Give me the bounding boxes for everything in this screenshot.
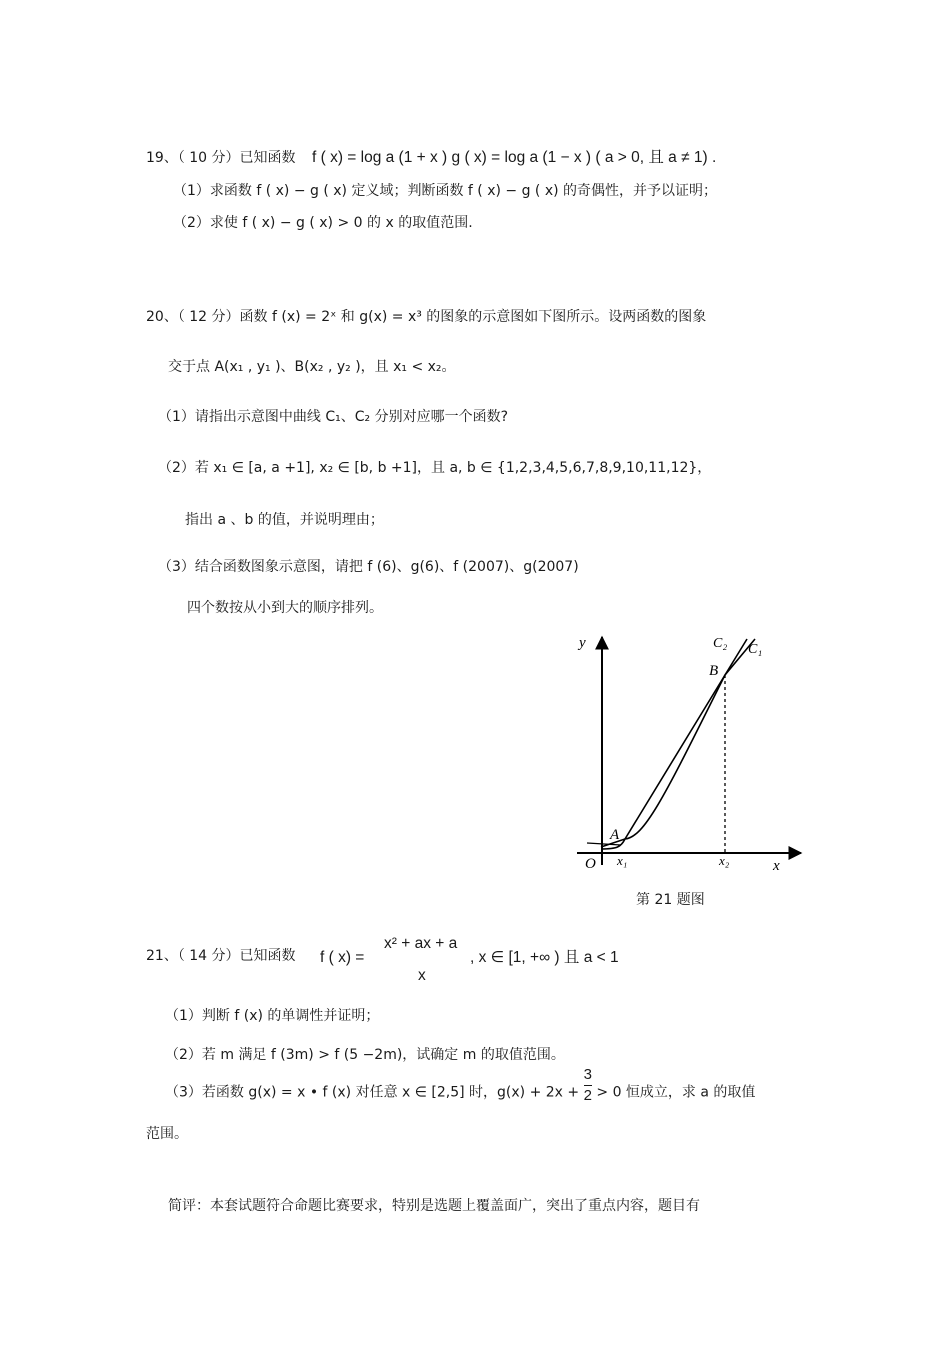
- q21-part3-continued: 范围。: [146, 1126, 188, 1142]
- q21-part3-text-a: （3）若函数 g(x) = x • f (x) 对任意 x ∈ [2,5] 时，g(x) + 2x +: [165, 1084, 580, 1101]
- point-a-label: A: [610, 827, 620, 843]
- q20-part3: （3）结合函数图象示意图，请把 f (6)、g(6)、f (2007)、g(2007): [158, 559, 579, 575]
- review-comment: 简评：本套试题符合命题比赛要求，特别是选题上覆盖面广，突出了重点内容，题目有: [168, 1198, 700, 1214]
- q21-part2: （2）若 m 满足 f (3m) > f (5 −2m)，试确定 m 的取值范围。: [165, 1047, 565, 1063]
- q20-line2: 交于点 A(x₁ , y₁ )、B(x₂ , y₂ )，且 x₁ < x₂。: [168, 359, 456, 375]
- q19-number: 19、（ 10 分）已知函数: [146, 150, 296, 166]
- q19-function-definition: f ( x) = log a (1 + x ) g ( x) = log a (1 − x ) ( a > 0, 且 a ≠ 1) .: [311, 149, 717, 166]
- c1-label: C₁: [748, 642, 763, 657]
- q21-part3-text-b: > 0 恒成立，求 a 的取值: [596, 1084, 756, 1101]
- q20-part2: （2）若 x₁ ∈ [a, a +1], x₂ ∈ [b, b +1]，且 a, b ∈ {1,2,3,4,5,6,7,8,9,10,11,12}，: [158, 460, 712, 476]
- small-segment-near-origin: [587, 843, 621, 845]
- q21-fraction-numerator: 3: [584, 1065, 592, 1086]
- curve-c1: [601, 639, 755, 849]
- x1-label: x₁: [617, 853, 628, 868]
- q21-numerator: x² + ax + a: [384, 935, 458, 952]
- q20-part1: （1）请指出示意图中曲线 C₁、C₂ 分别对应哪一个函数?: [158, 409, 509, 425]
- c2-label: C₂: [713, 636, 728, 651]
- graph-caption: 第 21 题图: [636, 892, 705, 908]
- q21-domain: , x ∈ [1, +∞ ) 且 a < 1: [470, 949, 619, 966]
- q21-fraction: [584, 1065, 592, 1106]
- x2-label: x₂: [719, 853, 730, 868]
- q21-fraction-denominator: 2: [583, 1087, 592, 1104]
- q19-part2: （2）求使 f ( x) − g ( x) > 0 的 x 的取值范围.: [173, 215, 473, 231]
- function-graph: [565, 625, 810, 880]
- q21-part1: （1）判断 f (x) 的单调性并证明；: [165, 1008, 380, 1024]
- x-axis-label: x: [773, 858, 780, 874]
- origin-label: O: [585, 856, 596, 872]
- y-axis-label: y: [579, 635, 586, 651]
- q20-line1: 20、（ 12 分）函数 f (x) = 2ˣ 和 g(x) = x³ 的图象的示意图如下图所示。设两函数的图象: [146, 309, 707, 325]
- q21-fx: f ( x) =: [320, 949, 365, 966]
- q21-head: 21、（ 14 分）已知函数: [146, 948, 296, 964]
- q20-part3-continued: 四个数按从小到大的顺序排列。: [187, 600, 383, 616]
- q20-part2-continued: 指出 a 、b 的值，并说明理由；: [185, 512, 384, 528]
- q21-part3: [165, 1066, 756, 1106]
- q21-denominator: x: [418, 967, 426, 984]
- q19-part1: （1）求函数 f ( x) − g ( x) 定义域；判断函数 f ( x) − g ( x) 的奇偶性，并予以证明；: [173, 183, 718, 199]
- q19-line1: [146, 148, 716, 168]
- point-b-label: B: [709, 663, 719, 679]
